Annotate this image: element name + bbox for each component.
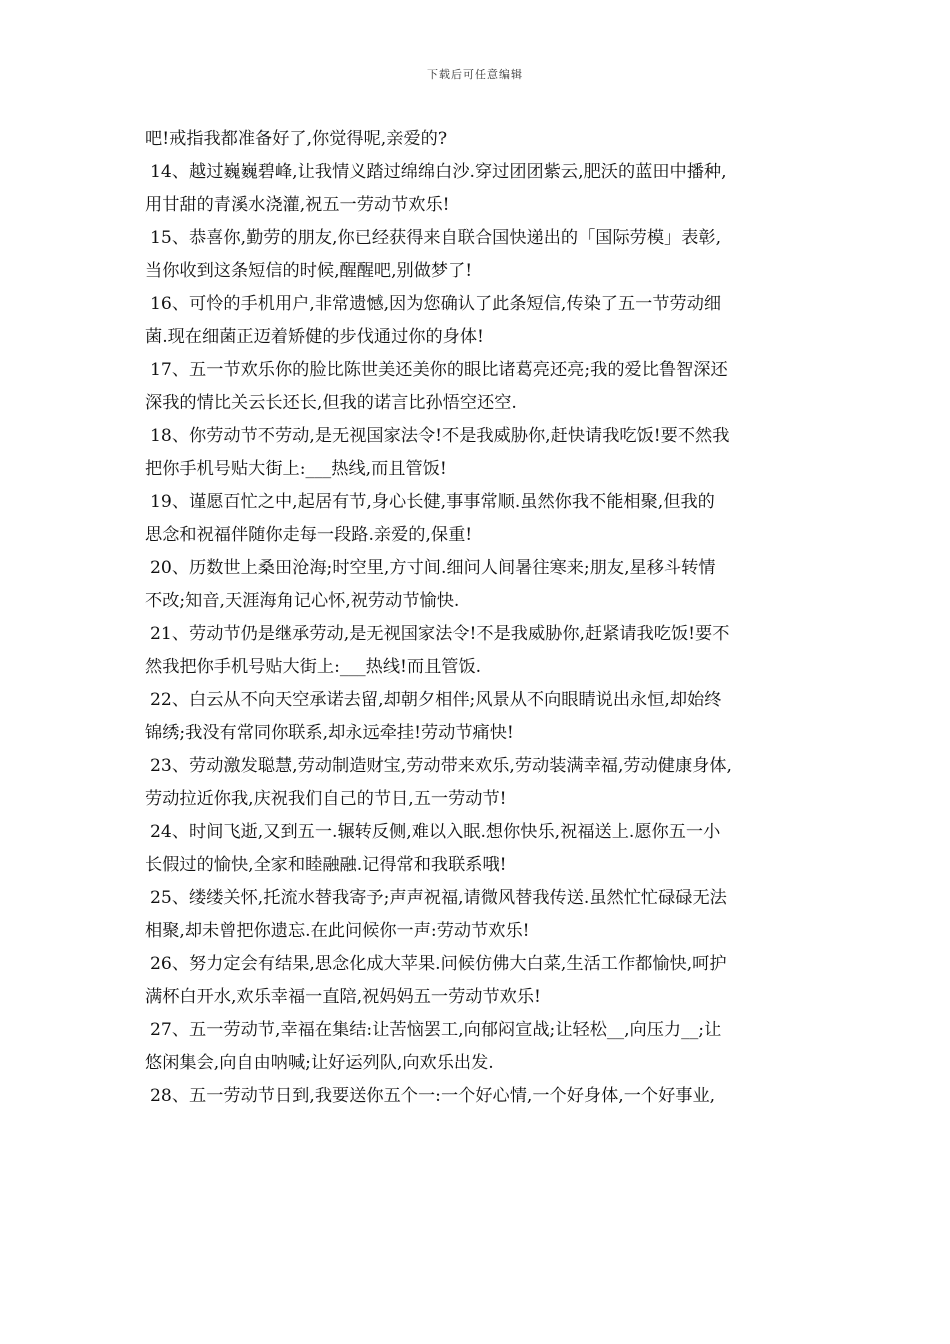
paragraph-line: 然我把你手机号贴大街上:___热线!而且管饭. <box>145 657 482 677</box>
paragraph-line: 锦绣;我没有常同你联系,却永远牵挂!劳动节痛快! <box>145 723 514 743</box>
paragraph-line: 相聚,却未曾把你遗忘.在此问候你一声:劳动节欢乐! <box>145 921 530 941</box>
paragraph-line: 用甘甜的青溪水浇灌,祝五一劳动节欢乐! <box>145 195 450 215</box>
paragraph-line-start: 22、白云从不向天空承诺去留,却朝夕相伴;风景从不向眼睛说出永恒,却始终 <box>150 690 722 710</box>
paragraph-line: 劳动拉近你我,庆祝我们自己的节日,五一劳动节! <box>145 789 507 809</box>
paragraph-line: 满杯白开水,欢乐幸福一直陪,祝妈妈五一劳动节欢乐! <box>145 987 541 1007</box>
document-body <box>145 125 815 1115</box>
paragraph-line-start: 16、可怜的手机用户,非常遗憾,因为您确认了此条短信,传染了五一节劳动细 <box>150 294 722 314</box>
paragraph-line: 思念和祝福伴随你走每一段路.亲爱的,保重! <box>145 525 473 545</box>
paragraph-line-start: 25、缕缕关怀,托流水替我寄予;声声祝福,请微风替我传送.虽然忙忙碌碌无法 <box>150 888 727 908</box>
paragraph-line-start: 28、五一劳动节日到,我要送你五个一:一个好心情,一个好身体,一个好事业, <box>150 1086 716 1106</box>
paragraph-line: 深我的情比关云长还长,但我的诺言比孙悟空还空. <box>145 393 517 413</box>
paragraph-line: 悠闲集会,向自由呐喊;让好运列队,向欢乐出发. <box>145 1053 494 1073</box>
page-header: 下载后可任意编辑 <box>427 68 523 81</box>
paragraph-line-start: 18、你劳动节不劳动,是无视国家法令!不是我威胁你,赶快请我吃饭!要不然我 <box>150 426 730 446</box>
paragraph-line-start: 27、五一劳动节,幸福在集结:让苦恼罢工,向郁闷宣战;让轻松__,向压力__;让 <box>150 1020 722 1040</box>
paragraph-line-start: 23、劳动激发聪慧,劳动制造财宝,劳动带来欢乐,劳动装满幸福,劳动健康身体, <box>150 756 733 776</box>
paragraph-line: 把你手机号贴大街上:___热线,而且管饭! <box>145 459 447 479</box>
paragraph-line-start: 15、恭喜你,勤劳的朋友,你已经获得来自联合国快递出的「国际劳模」表彰, <box>150 228 722 248</box>
paragraph-line-start: 21、劳动节仍是继承劳动,是无视国家法令!不是我威胁你,赶紧请我吃饭!要不 <box>150 624 730 644</box>
paragraph-line-start: 24、时间飞逝,又到五一.辗转反侧,难以入眠.想你快乐,祝福送上.愿你五一小 <box>150 822 721 842</box>
paragraph-line-start: 14、越过巍巍碧峰,让我情义踏过绵绵白沙.穿过团团紫云,肥沃的蓝田中播种, <box>150 162 727 182</box>
paragraph-line: 不改;知音,天涯海角记心怀,祝劳动节愉快. <box>145 591 460 611</box>
paragraph-line: 菌.现在细菌正迈着矫健的步伐通过你的身体! <box>145 327 484 347</box>
paragraph-line-start: 20、历数世上桑田沧海;时空里,方寸间.细问人间暑往寒来;朋友,星移斗转情 <box>150 558 716 578</box>
paragraph-line-start: 19、谨愿百忙之中,起居有节,身心长健,事事常顺.虽然你我不能相聚,但我的 <box>150 492 715 512</box>
paragraph-line: 当你收到这条短信的时候,醒醒吧,别做梦了! <box>145 261 473 281</box>
paragraph-line-start: 26、努力定会有结果,思念化成大苹果.问候仿佛大白菜,生活工作都愉快,呵护 <box>150 954 727 974</box>
paragraph-line: 吧!戒指我都准备好了,你觉得呢,亲爱的? <box>145 129 448 149</box>
paragraph-line: 长假过的愉快,全家和睦融融.记得常和我联系哦! <box>145 855 507 875</box>
paragraph-line-start: 17、五一节欢乐你的脸比陈世美还美你的眼比诸葛亮还亮;我的爱比鲁智深还 <box>150 360 728 380</box>
